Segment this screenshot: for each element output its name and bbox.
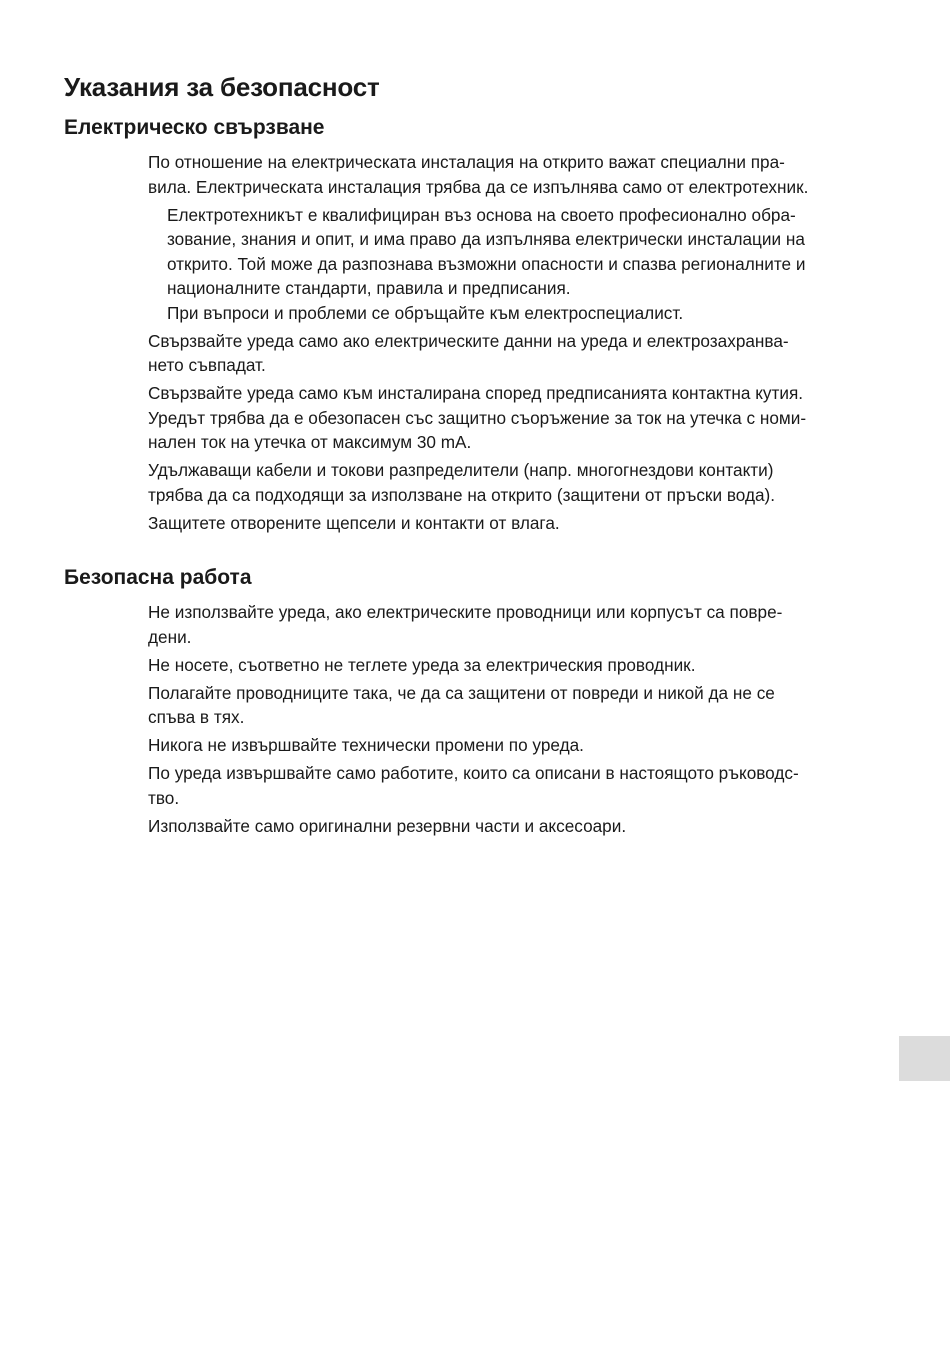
- section-safe-operation: [148, 600, 883, 842]
- paragraph: Никога не извършвайте технически промени по уреда.: [148, 735, 584, 755]
- chapter-thumb-tab: [899, 1036, 950, 1081]
- paragraph: По отношение на електрическата инсталация на открито важат специални пра- вила. Електрическата инсталация трябва да се изпълнява само от електротехник.: [148, 152, 809, 197]
- paragraph: Не носете, съответно не теглете уреда за електрическия проводник.: [148, 654, 696, 675]
- page-title: Указания за безопасност: [64, 72, 380, 102]
- paragraph: Използвайте само оригинални резервни части и аксесоари.: [148, 815, 627, 836]
- indented-paragraph: Електротехникът е квалифициран въз основа на своето професионално обра- зование, знания и опит, и има право да изпълнява електрически инсталации на открито. Той може да разпознава възможни опасности и спазва регионалните и националните стандарти, правила и предписания.: [167, 204, 806, 298]
- paragraph: По уреда извършвайте само работите, които са описани в настоящото ръководс- тво.: [148, 763, 799, 808]
- indented-paragraph: При въпроси и проблеми се обръщайте към електроспециалист.: [167, 302, 684, 323]
- paragraph: Не използвайте уреда, ако електрическите проводници или корпусът са повре- дени.: [148, 602, 783, 647]
- section-heading-safe-operation: Безопасна работа: [64, 566, 252, 589]
- paragraph: Защитете отворените щепсели и контакти от влага.: [148, 512, 560, 533]
- paragraph: Полагайте проводниците така, че да са защитени от повреди и никой да не се спъва в тях.: [148, 682, 775, 727]
- paragraph: Удължаващи кабели и токови разпределители (напр. многогнездови контакти) трябва да са подходящи за използване на открито (защитени от пръски вода).: [148, 460, 776, 505]
- paragraph: Свързвайте уреда само ако електрическите данни на уреда и електрозахранва- нето съвпадат.: [148, 330, 789, 375]
- section-heading-electrical-connection: Електрическо свързване: [64, 116, 325, 139]
- paragraph: Свързвайте уреда само към инсталирана според предписанията контактна кутия. Уредът трябва да е обезопасен със защитно съоръжение за ток на утечка с номи- нален ток на утечка от максимум 30 mA.: [148, 383, 807, 452]
- section-electrical-connection: [148, 150, 883, 539]
